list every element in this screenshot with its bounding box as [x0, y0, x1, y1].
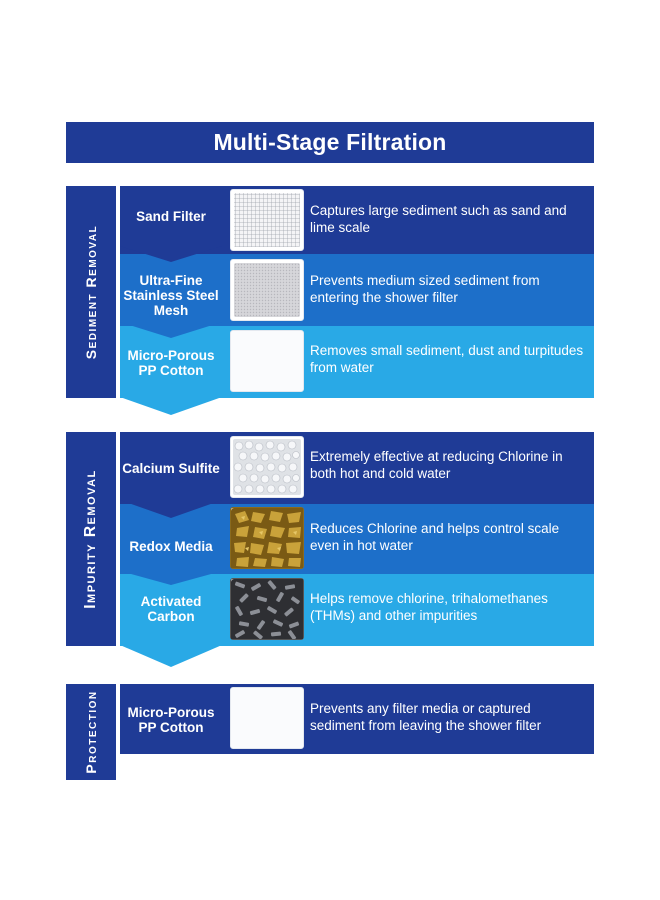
filter-row	[120, 432, 594, 504]
filter-row	[120, 684, 594, 754]
filter-name: Sand Filter	[136, 208, 206, 224]
chevron-down-icon	[120, 645, 222, 671]
filter-description: Reduces Chlorine and helps control scale even in hot water	[310, 521, 560, 553]
filter-description: Captures large sediment such as sand and lime scale	[310, 203, 567, 235]
chevron-down-icon	[120, 322, 222, 344]
section-impurity-removal	[66, 432, 594, 672]
calcium-sulfite-icon	[230, 436, 304, 498]
filter-description: Extremely effective at reducing Chlorine in both hot and cold water	[310, 449, 563, 481]
steel-mesh-icon	[230, 259, 304, 321]
chevron-down-icon	[120, 397, 222, 419]
filter-name: Calcium Sulfite	[122, 460, 220, 476]
filter-name: Activated Carbon	[140, 594, 202, 624]
filter-description: Helps remove chlorine, trihalomethanes (THMs) and other impurities	[310, 591, 548, 623]
section-label: Sediment Removal	[83, 224, 99, 360]
redox-media-icon	[230, 507, 304, 569]
section-protection	[66, 684, 594, 780]
filter-name: Redox Media	[129, 538, 213, 554]
section-side-bar	[66, 684, 116, 780]
section-label: Impurity Removal	[82, 469, 99, 609]
filter-description: Removes small sediment, dust and turpitudes from water	[310, 343, 584, 375]
chevron-down-icon	[120, 500, 222, 524]
activated-carbon-icon	[230, 578, 304, 640]
pp-cotton-icon	[230, 687, 304, 749]
filter-name: Micro-Porous PP Cotton	[127, 348, 215, 378]
section-sediment-removal	[66, 186, 594, 414]
sand-filter-mesh-icon	[230, 189, 304, 251]
section-side-bar	[66, 432, 116, 646]
chevron-down-icon	[120, 571, 222, 591]
section-label: Protection	[83, 690, 99, 774]
filter-description: Prevents any filter media or captured sediment from leaving the shower filter	[310, 701, 542, 733]
filter-name: Ultra-Fine Stainless Steel Mesh	[123, 272, 219, 318]
chevron-down-icon	[120, 246, 222, 268]
filter-row	[120, 186, 594, 254]
section-side-bar	[66, 186, 116, 398]
filter-description: Prevents medium sized sediment from entering the shower filter	[310, 273, 540, 305]
pp-cotton-icon	[230, 330, 304, 392]
filter-name: Micro-Porous PP Cotton	[127, 705, 215, 735]
page-title: Multi-Stage Filtration	[66, 122, 594, 163]
